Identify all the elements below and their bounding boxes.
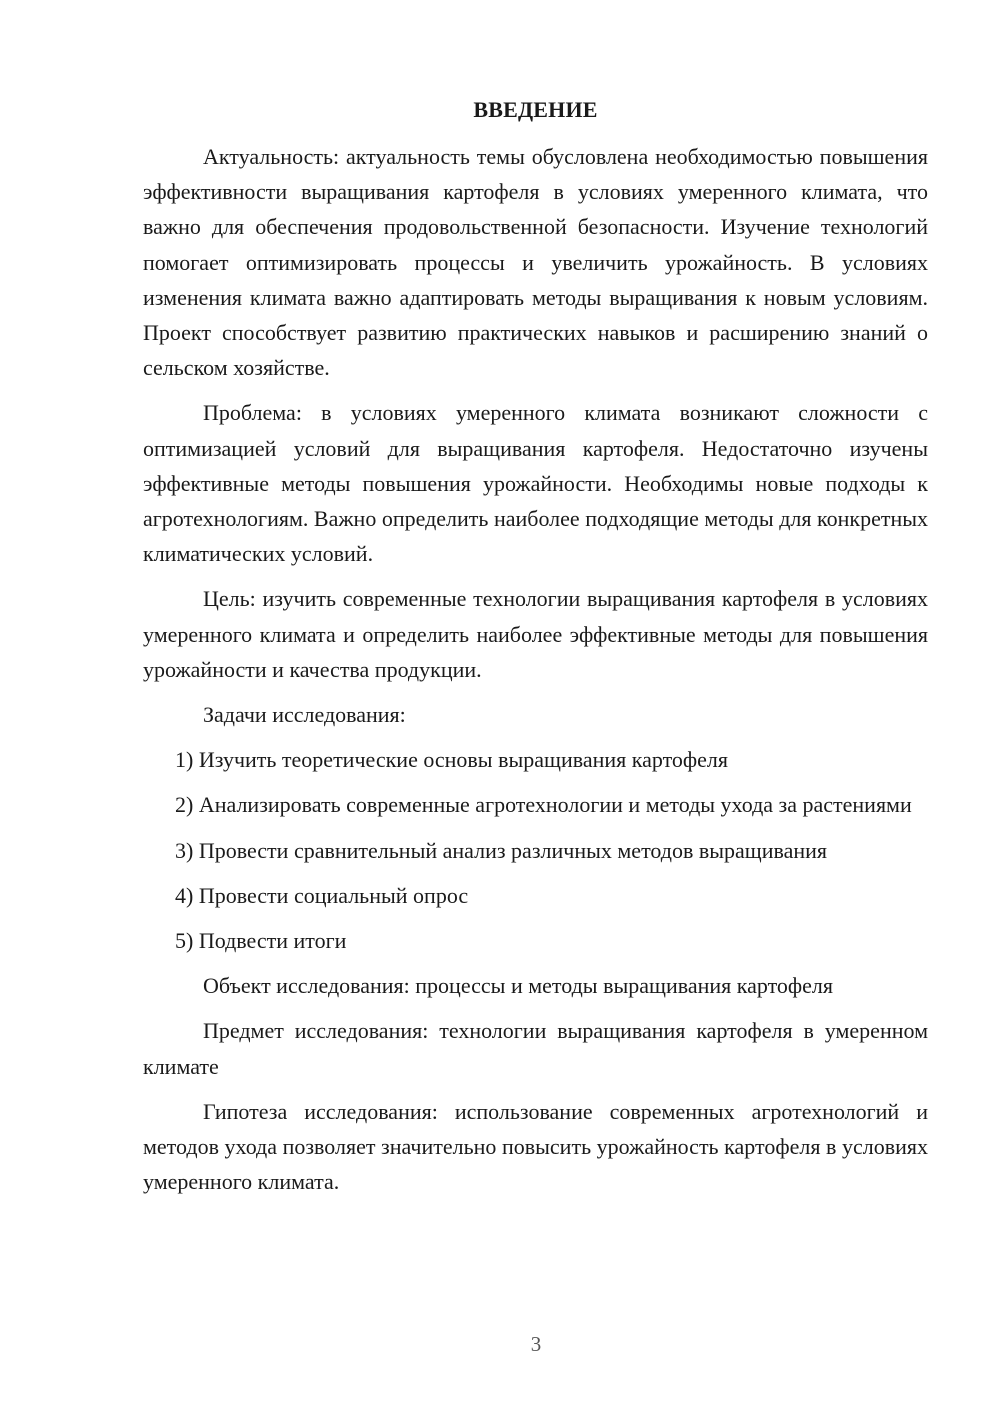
subject-paragraph: Предмет исследования: технологии выращивания картофеля в умеренном климате [143, 1018, 928, 1079]
hypothesis-paragraph: Гипотеза исследования: использование современных агротехнологий и методов ухода позволяет значительно повысить урожайность картофеля в условиях умеренного климата. [143, 1098, 928, 1195]
tasks-heading: Задачи исследования: [203, 702, 406, 728]
task-item: 5) Подвести итоги [175, 928, 347, 954]
page-title: ВВЕДЕНИЕ [473, 97, 598, 122]
goal-paragraph: Цель: изучить современные технологии выращивания картофеля в условиях умеренного климата и определить наиболее эффективные методы для повышения урожайности и качества продукции. [143, 586, 928, 682]
page-number: 3 [530, 1332, 542, 1356]
task-item: 1) Изучить теоретические основы выращивания картофеля [175, 747, 729, 773]
object-paragraph: Объект исследования: процессы и методы выращивания картофеля [203, 973, 834, 999]
task-item: 4) Провести социальный опрос [175, 882, 469, 908]
document-page [143, 92, 928, 1209]
tasks-list [143, 742, 928, 958]
task-item: 2) Анализировать современные агротехнологии и методы ухода за растениями [175, 792, 912, 818]
relevance-paragraph: Актуальность: актуальность темы обусловлена необходимостью повышения эффективности выращивания картофеля в условиях умеренного климата, что важно для обеспечения продовольственной безопасности. Изучение технологий помогает оптимизировать процессы и увеличить урожайность. В условиях изменения климата важно адаптировать методы выращивания к новым условиям. Проект способствует развитию практических навыков и расширению знаний о сельском хозяйстве. [143, 144, 928, 381]
task-item: 3) Провести сравнительный анализ различных методов выращивания [175, 837, 828, 863]
problem-paragraph: Проблема: в условиях умеренного климата возникают сложности с оптимизацией условий для выращивания картофеля. Недостаточно изучены эффективные методы повышения урожайности. Необходимы новые подходы к агротехнологиям. Важно определить наиболее подходящие методы для конкретных климатических условий. [143, 400, 928, 567]
